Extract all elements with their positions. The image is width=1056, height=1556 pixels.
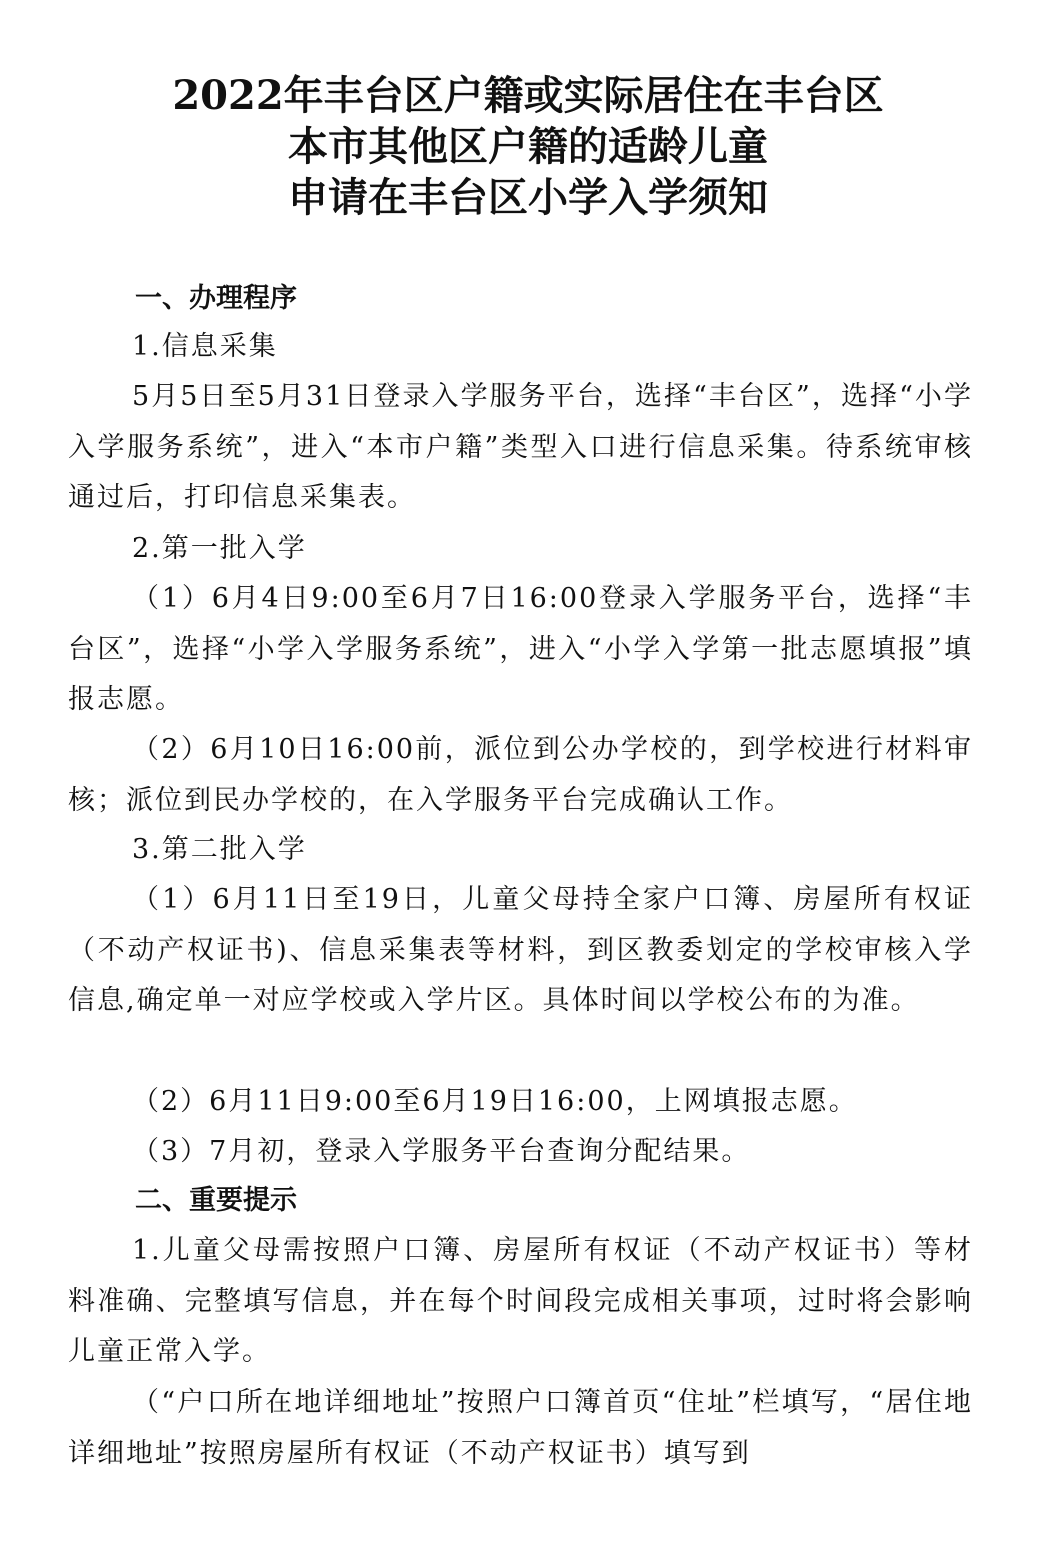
paragraph-info-collection: 5月5日至5月31日登录入学服务平台，选择“丰台区”，选择“小学入学服务系统”，进入“本市户籍”类型入口进行信息采集。待系统审核通过后，打印信息采集表。: [68, 381, 973, 513]
paragraph-first-batch-step-2: （2）6月10日16:00前，派位到公办学校的，到学校进行材料审核；派位到民办学校的，在入学服务平台完成确认工作。: [68, 734, 973, 816]
paragraph-important-note-1: 1.儿童父母需按照户口簿、房屋所有权证（不动产权证书）等材料准确、完整填写信息，并在每个时间段完成相关事项，过时将会影响儿童正常入学。: [68, 1235, 973, 1367]
section-heading-procedure: 一、办理程序: [135, 283, 297, 314]
item-title-info-collection: 1.信息采集: [132, 331, 278, 362]
section-heading-important-notes: 二、重要提示: [135, 1185, 297, 1216]
paragraph-second-batch-step-3: （3）7月初，登录入学服务平台查询分配结果。: [132, 1136, 751, 1167]
paragraph-address-note: （“户口所在地详细地址”按照户口簿首页“住址”栏填写，“居住地详细地址”按照房屋所有权证（不动产权证书）填写到: [68, 1387, 973, 1469]
paragraph-second-batch-step-2: （2）6月11日9:00至6月19日16:00，上网填报志愿。: [132, 1086, 858, 1117]
item-title-first-batch: 2.第一批入学: [132, 533, 307, 564]
document-title-line-3: 申请在丰台区小学入学须知: [288, 174, 768, 221]
document-title-line-1: 2022年丰台区户籍或实际居住在丰台区: [172, 72, 884, 119]
document-title-line-2: 本市其他区户籍的适龄儿童: [288, 123, 768, 170]
paragraph-second-batch-step-1: （1）6月11日至19日，儿童父母持全家户口簿、房屋所有权证（不动产权证书)、信息采集表等材料，到区教委划定的学校审核入学信息,确定单一对应学校或入学片区。具体时间以学校公布的为准。: [68, 884, 973, 1016]
item-title-second-batch: 3.第二批入学: [132, 834, 307, 865]
paragraph-first-batch-step-1: （1）6月4日9:00至6月7日16:00登录入学服务平台，选择“丰台区”，选择“小学入学服务系统”，进入“小学入学第一批志愿填报”填报志愿。: [68, 583, 973, 715]
